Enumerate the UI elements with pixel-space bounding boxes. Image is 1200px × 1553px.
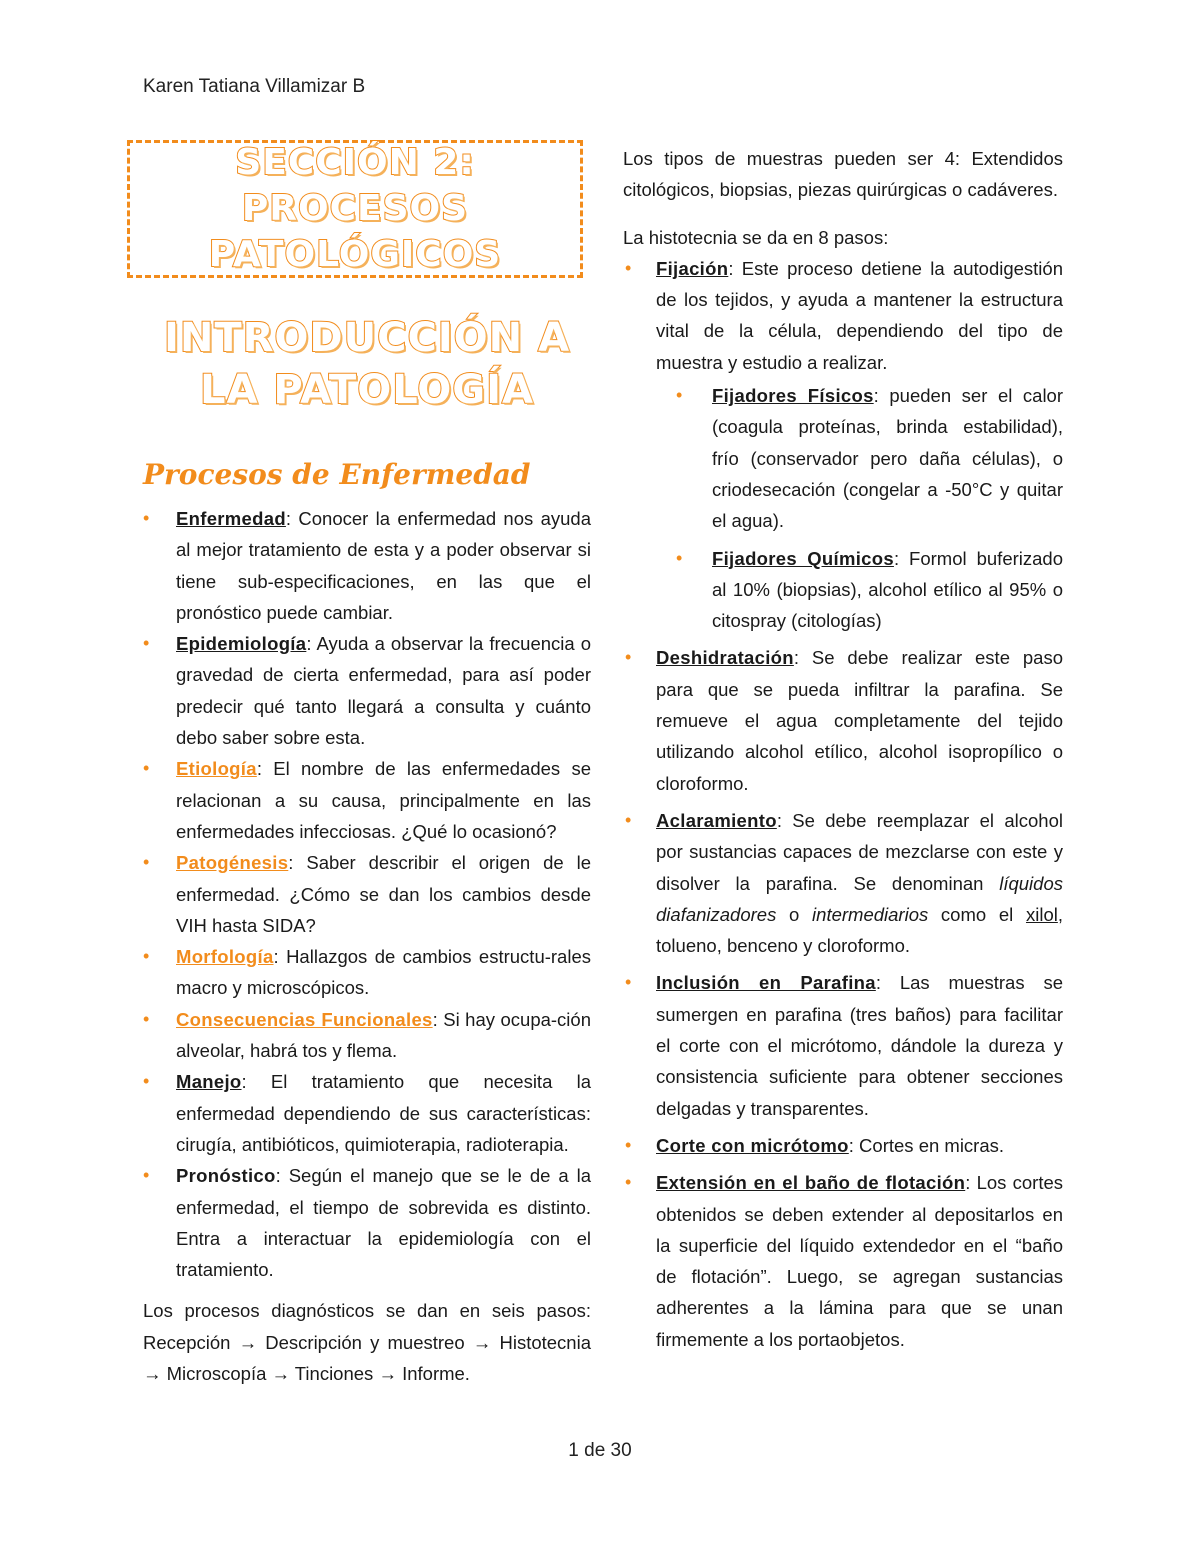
bullet-icon: • [625, 972, 632, 993]
item-text: : Formol buferizado al 10% (biopsias), alcohol etílico al 95% o citospray (citologías) [712, 547, 1063, 632]
list-item [623, 967, 1063, 1123]
item-text: : pueden ser el calor (coagula proteínas, brinda estabilidad), frío (conservador pero daña células), o criodesecación (congelar a -50°C y quitar el agua). [712, 385, 1064, 532]
item-text: : Este proceso detiene la autodigestión de los tejidos, y ayuda a mantener la estructura vital de la célula, dependiendo del tipo de muestra y estudio a realizar. [656, 257, 1063, 373]
term: Fijación [656, 257, 729, 279]
bullet-icon: • [143, 946, 150, 967]
term: Deshidratación [656, 647, 794, 669]
item-text: o [776, 903, 813, 925]
item-text: : Se debe reemplazar el alcohol por sustancias capaces de mezclarse con este y disolver la parafina. Se denominan [656, 809, 1063, 894]
list-item [623, 805, 1063, 961]
item-text: : Conocer la enfermedad nos ayuda al mejor tratamiento de esta y a poder observar si tiene sub-especificaciones, en las que el pronóstico puede cambiar. [176, 508, 591, 623]
item-text: : Si hay ocupa-ción alveolar, habrá tos y flema. [176, 1008, 591, 1062]
list-item [143, 503, 591, 628]
term: Epidemiología [176, 633, 307, 655]
term: Fijadores Físicos [712, 385, 874, 407]
list-item [143, 941, 591, 1004]
list-item [143, 1004, 591, 1067]
bullet-icon: • [143, 1008, 150, 1029]
list-item [656, 380, 1063, 536]
term: Enfermedad [176, 508, 286, 529]
fixers-sublist [656, 380, 1063, 636]
term: Corte con micrótomo [656, 1134, 849, 1156]
bullet-icon: • [625, 1134, 632, 1155]
bullet-icon: • [143, 758, 150, 779]
item-text: : Los cortes obtenidos se deben extender al depositarlos en la superficie del líquido extendedor en el “baño de flotación”. Luego, se agregan sustancias adherentes a la lámina para que se unan firmemente a los portaobjetos. [656, 1172, 1063, 1350]
list-item [143, 1160, 591, 1285]
list-item [143, 1066, 591, 1160]
list-item [143, 847, 591, 941]
italic-term: líquidos diafanizadores [656, 872, 1063, 925]
term: Etiología [176, 758, 257, 780]
list-item [143, 753, 591, 847]
page-number: 1 de 30 [568, 1440, 632, 1461]
term: Patogénesis [176, 852, 289, 874]
bullet-icon: • [625, 647, 632, 668]
item-text: : Saber describir el origen de le enfermedad. ¿Cómo se dan los cambios desde VIH hasta SIDA? [176, 852, 591, 936]
term: Inclusión en Parafina [656, 972, 876, 994]
item-text: : Hallazgos de cambios estructu-rales macro y microscópicos. [176, 946, 591, 999]
italic-term: intermediarios [812, 903, 929, 925]
diagnostic-steps: Los procesos diagnósticos se dan en seis pasos: Recepción → Descripción y muestreo → Histotecnia → Microscopía → Tinciones → Informe. [143, 1300, 591, 1385]
item-text: : El nombre de las enfermedades se relacionan a su causa, principalmente en las enfermedades infecciosas. ¿Qué lo ocasionó? [176, 758, 591, 842]
bullet-icon: • [676, 385, 683, 406]
right-column [623, 140, 1063, 1355]
item-text: como el [928, 903, 1026, 925]
item-text: : Las muestras se sumergen en parafina (tres baños) para facilitar el corte con el micrótomo, dándole la dureza y consistencia suficiente para obtener secciones delgadas y transparentes. [656, 972, 1063, 1119]
underlined-word: xilol [1025, 903, 1058, 925]
bullet-icon: • [143, 1165, 150, 1186]
item-text: : Se debe realizar este paso para que se pueda infiltrar la parafina. Se remueve el agua completamente del tejido utilizando alcohol etílico, alcohol isopropílico o cloroformo. [656, 647, 1063, 794]
bullet-icon: • [143, 1071, 150, 1092]
bullet-icon: • [143, 852, 150, 873]
samples-paragraph: Los tipos de muestras pueden ser 4: Extendidos citológicos, biopsias, piezas quirúrgicas o cadáveres. [623, 148, 1063, 201]
bullet-icon: • [625, 1172, 632, 1193]
item-text: , tolueno, benceno y cloroformo. [656, 903, 1063, 957]
item-text: : El tratamiento que necesita la enfermedad dependiendo de sus características: cirugía, antibióticos, quimioterapia, radioterapia. [176, 1071, 591, 1155]
bullet-icon: • [143, 633, 150, 654]
term: Manejo [176, 1071, 242, 1093]
bullet-icon: • [625, 257, 632, 278]
item-text: : Según el manejo que se le de a la enfermedad, el tiempo de sobrevida es distinto. Entra a interactuar la epidemiología con el tratamiento. [176, 1165, 591, 1281]
diseases-list [143, 503, 591, 1285]
term: Pronóstico [176, 1165, 276, 1187]
section-box [127, 140, 583, 278]
list-item [143, 628, 591, 753]
item-text: : Cortes en micras. [848, 1134, 1005, 1156]
left-column [143, 140, 591, 1389]
term: Consecuencias Funcionales [176, 1008, 433, 1030]
bullet-icon: • [143, 508, 150, 528]
list-item [623, 642, 1063, 798]
list-item [623, 1130, 1063, 1161]
diseases-heading: Procesos de Enfermedad [143, 458, 531, 491]
item-text: : Ayuda a observar la frecuencia o gravedad de cierta enfermedad, para así poder predecir qué tanto llegará a consulta y cuánto debo saber sobre esta. [176, 633, 591, 749]
term: Fijadores Químicos [712, 547, 894, 569]
term: Extensión en el baño de flotación [656, 1172, 966, 1194]
term: Aclaramiento [656, 809, 777, 831]
list-item [623, 1167, 1063, 1355]
steps-intro: La histotecnia se da en 8 pasos: [623, 226, 889, 248]
bullet-icon: • [676, 547, 683, 568]
bullet-icon: • [625, 809, 632, 830]
section-title: SECCIÓN 2: PROCESOS PATOLÓGICOS [208, 142, 502, 275]
list-item [623, 253, 1063, 637]
intro-title: INTRODUCCIÓN A LA PATOLOGÍA [163, 315, 571, 413]
histotechnique-list [623, 253, 1063, 1355]
author-name: Karen Tatiana Villamizar B [143, 76, 366, 97]
list-item [656, 543, 1063, 637]
term: Morfología [176, 946, 274, 968]
